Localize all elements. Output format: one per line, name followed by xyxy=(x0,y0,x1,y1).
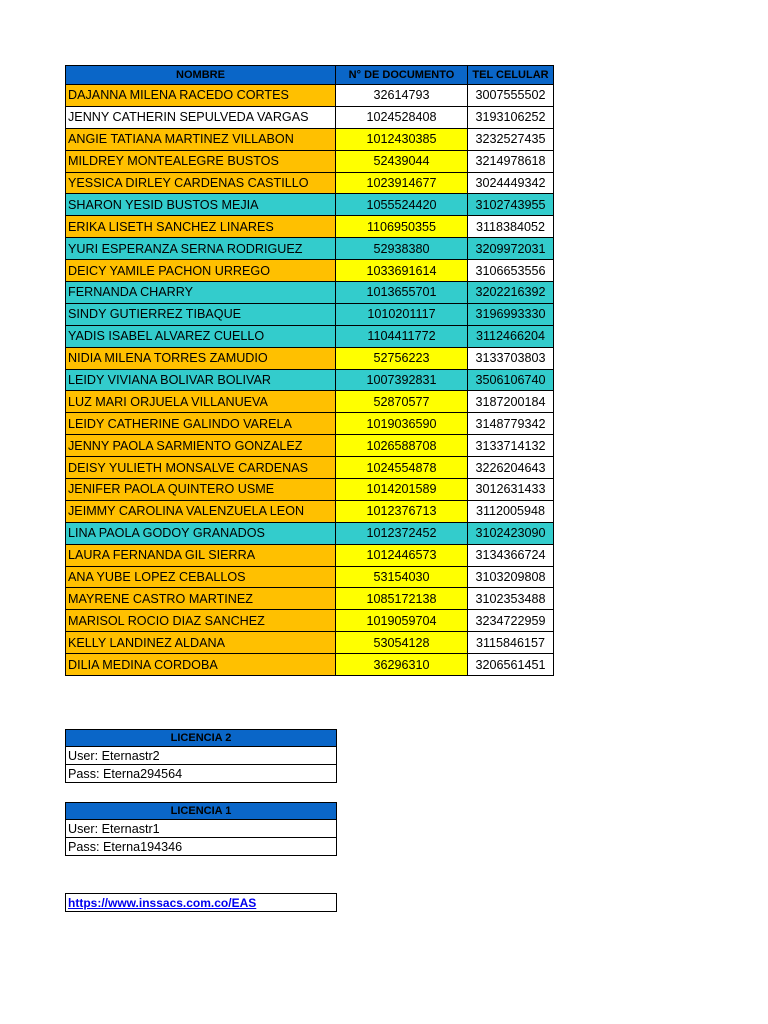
cell-phone: 3187200184 xyxy=(468,391,554,413)
cell-document: 1026588708 xyxy=(336,435,468,457)
cell-name: ERIKA LISETH SANCHEZ LINARES xyxy=(66,216,336,238)
table-row xyxy=(66,522,554,544)
cell-document: 1023914677 xyxy=(336,172,468,194)
cell-name: SHARON YESID BUSTOS MEJIA xyxy=(66,194,336,216)
cell-document: 1033691614 xyxy=(336,260,468,282)
cell-name: DILIA MEDINA CORDOBA xyxy=(66,654,336,676)
table-row xyxy=(66,106,554,128)
cell-name: YESSICA DIRLEY CARDENAS CASTILLO xyxy=(66,172,336,194)
cell-phone: 3133703803 xyxy=(468,347,554,369)
cell-document: 1024554878 xyxy=(336,457,468,479)
licencia-2-title: LICENCIA 2 xyxy=(66,730,337,747)
cell-name: JEIMMY CAROLINA VALENZUELA LEON xyxy=(66,500,336,522)
cell-name: SINDY GUTIERREZ TIBAQUE xyxy=(66,303,336,325)
cell-name: NIDIA MILENA TORRES ZAMUDIO xyxy=(66,347,336,369)
cell-phone: 3234722959 xyxy=(468,610,554,632)
cell-document: 32614793 xyxy=(336,85,468,107)
cell-name: LEIDY VIVIANA BOLIVAR BOLIVAR xyxy=(66,369,336,391)
cell-phone: 3007555502 xyxy=(468,85,554,107)
cell-phone: 3134366724 xyxy=(468,544,554,566)
table-row xyxy=(66,544,554,566)
cell-document: 53154030 xyxy=(336,566,468,588)
cell-document: 1007392831 xyxy=(336,369,468,391)
table-body xyxy=(66,85,554,676)
cell-phone: 3506106740 xyxy=(468,369,554,391)
cell-phone: 3102423090 xyxy=(468,522,554,544)
table-row xyxy=(66,654,554,676)
cell-document: 1012430385 xyxy=(336,128,468,150)
licencia-2-user: User: Eternastr2 xyxy=(66,747,337,765)
table-row xyxy=(66,194,554,216)
cell-document: 1024528408 xyxy=(336,106,468,128)
cell-name: DAJANNA MILENA RACEDO CORTES xyxy=(66,85,336,107)
cell-name: JENIFER PAOLA QUINTERO USME xyxy=(66,479,336,501)
cell-phone: 3103209808 xyxy=(468,566,554,588)
cell-document: 52938380 xyxy=(336,238,468,260)
table-row xyxy=(66,172,554,194)
header-row xyxy=(66,66,554,85)
licencia-2-table xyxy=(65,729,337,783)
cell-document: 1104411772 xyxy=(336,325,468,347)
cell-name: DEICY YAMILE PACHON URREGO xyxy=(66,260,336,282)
header-document: N° DE DOCUMENTO xyxy=(336,66,468,85)
cell-name: JENNY PAOLA SARMIENTO GONZALEZ xyxy=(66,435,336,457)
table-row xyxy=(66,128,554,150)
cell-phone: 3112005948 xyxy=(468,500,554,522)
cell-name: DEISY YULIETH MONSALVE CARDENAS xyxy=(66,457,336,479)
licencia-1-title: LICENCIA 1 xyxy=(66,803,337,820)
cell-name: LUZ MARI ORJUELA VILLANUEVA xyxy=(66,391,336,413)
table-row xyxy=(66,347,554,369)
table-row xyxy=(66,282,554,304)
table-row xyxy=(66,238,554,260)
cell-phone: 3024449342 xyxy=(468,172,554,194)
link-cell xyxy=(66,894,337,912)
cell-document: 1010201117 xyxy=(336,303,468,325)
table-row xyxy=(66,413,554,435)
cell-phone: 3102743955 xyxy=(468,194,554,216)
cell-name: YURI ESPERANZA SERNA RODRIGUEZ xyxy=(66,238,336,260)
cell-name: MAYRENE CASTRO MARTINEZ xyxy=(66,588,336,610)
cell-document: 1012376713 xyxy=(336,500,468,522)
table-row xyxy=(66,479,554,501)
cell-phone: 3202216392 xyxy=(468,282,554,304)
cell-phone: 3226204643 xyxy=(468,457,554,479)
table-row xyxy=(66,610,554,632)
cell-phone: 3012631433 xyxy=(468,479,554,501)
cell-name: MARISOL ROCIO DIAZ SANCHEZ xyxy=(66,610,336,632)
table-row xyxy=(66,150,554,172)
cell-phone: 3106653556 xyxy=(468,260,554,282)
cell-document: 36296310 xyxy=(336,654,468,676)
cell-document: 1012372452 xyxy=(336,522,468,544)
cell-phone: 3115846157 xyxy=(468,632,554,654)
cell-name: YADIS ISABEL ALVAREZ CUELLO xyxy=(66,325,336,347)
cell-name: KELLY LANDINEZ ALDANA xyxy=(66,632,336,654)
cell-document: 1019059704 xyxy=(336,610,468,632)
table-row xyxy=(66,588,554,610)
table-row xyxy=(66,369,554,391)
licencia-2-pass: Pass: Eterna294564 xyxy=(66,765,337,783)
table-row xyxy=(66,216,554,238)
cell-phone: 3193106252 xyxy=(468,106,554,128)
licencia-1-user: User: Eternastr1 xyxy=(66,820,337,838)
cell-name: FERNANDA CHARRY xyxy=(66,282,336,304)
table-row xyxy=(66,260,554,282)
cell-document: 1012446573 xyxy=(336,544,468,566)
cell-document: 1085172138 xyxy=(336,588,468,610)
employee-table xyxy=(65,65,554,676)
cell-document: 52870577 xyxy=(336,391,468,413)
table-row xyxy=(66,435,554,457)
cell-document: 1106950355 xyxy=(336,216,468,238)
table-row xyxy=(66,391,554,413)
cell-name: MILDREY MONTEALEGRE BUSTOS xyxy=(66,150,336,172)
cell-document: 52756223 xyxy=(336,347,468,369)
licencia-1-table xyxy=(65,802,337,856)
cell-name: LAURA FERNANDA GIL SIERRA xyxy=(66,544,336,566)
table-row xyxy=(66,566,554,588)
cell-document: 53054128 xyxy=(336,632,468,654)
cell-phone: 3209972031 xyxy=(468,238,554,260)
cell-phone: 3196993330 xyxy=(468,303,554,325)
licencia-1-pass: Pass: Eterna194346 xyxy=(66,838,337,856)
cell-phone: 3206561451 xyxy=(468,654,554,676)
cell-phone: 3102353488 xyxy=(468,588,554,610)
cell-name: LINA PAOLA GODOY GRANADOS xyxy=(66,522,336,544)
cell-phone: 3118384052 xyxy=(468,216,554,238)
table-row xyxy=(66,325,554,347)
table-row xyxy=(66,303,554,325)
cell-name: ANGIE TATIANA MARTINEZ VILLABON xyxy=(66,128,336,150)
header-phone: TEL CELULAR xyxy=(468,66,554,85)
cell-document: 1019036590 xyxy=(336,413,468,435)
link-table xyxy=(65,893,337,912)
cell-phone: 3232527435 xyxy=(468,128,554,150)
cell-phone: 3133714132 xyxy=(468,435,554,457)
cell-document: 1014201589 xyxy=(336,479,468,501)
website-link[interactable]: https://www.inssacs.com.co/EAS xyxy=(68,895,257,910)
cell-phone: 3112466204 xyxy=(468,325,554,347)
header-name: NOMBRE xyxy=(66,66,336,85)
table-row xyxy=(66,632,554,654)
cell-document: 52439044 xyxy=(336,150,468,172)
table-row xyxy=(66,457,554,479)
cell-phone: 3148779342 xyxy=(468,413,554,435)
cell-phone: 3214978618 xyxy=(468,150,554,172)
table-row xyxy=(66,500,554,522)
cell-document: 1055524420 xyxy=(336,194,468,216)
cell-name: JENNY CATHERIN SEPULVEDA VARGAS xyxy=(66,106,336,128)
cell-name: LEIDY CATHERINE GALINDO VARELA xyxy=(66,413,336,435)
cell-document: 1013655701 xyxy=(336,282,468,304)
cell-name: ANA YUBE LOPEZ CEBALLOS xyxy=(66,566,336,588)
table-row xyxy=(66,85,554,107)
